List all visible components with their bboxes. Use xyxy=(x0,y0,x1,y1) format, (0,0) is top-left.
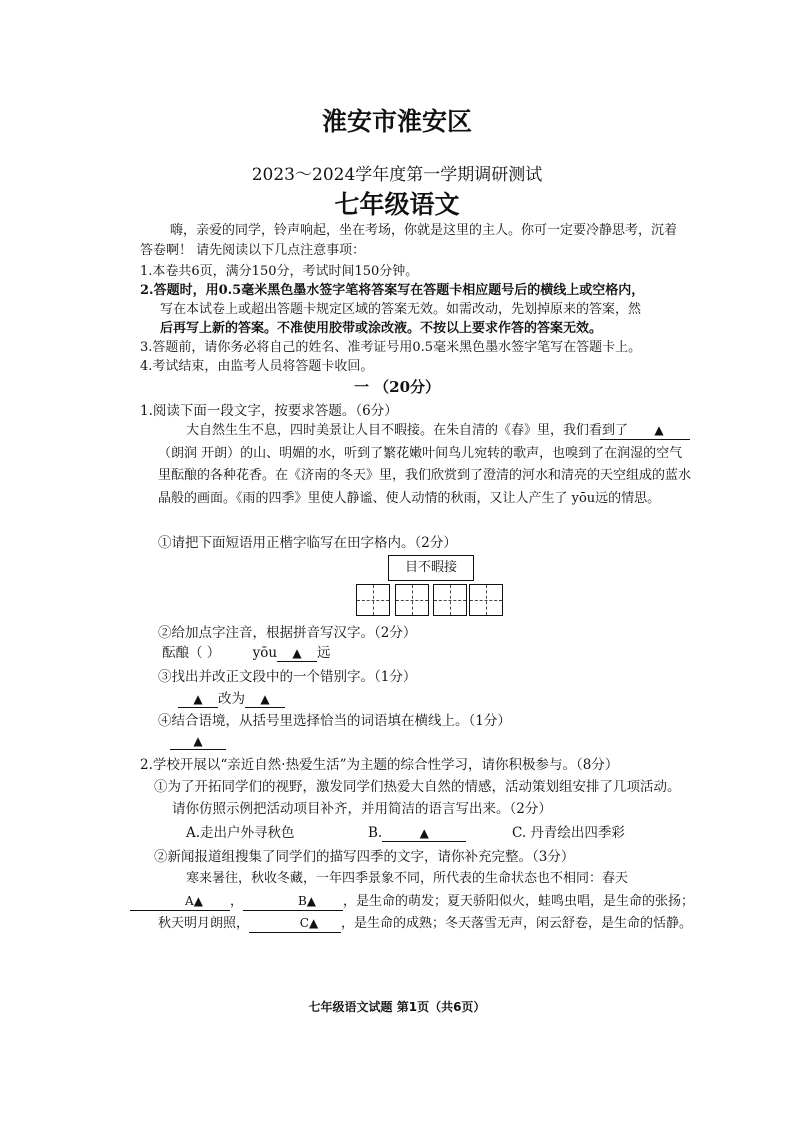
q2-stem: 2.学校开展以“亲近自然·热爱生活”为主题的综合性学习，请你积极参与。（8分） xyxy=(140,757,619,773)
notice-2-cont-1: 写在本试卷上或超出答题卡规定区域的答案无效。如需改动，先划掉原来的答案，然 xyxy=(160,302,642,317)
q1-sub2: ②给加点字注音，根据拼音写汉字。（2分） xyxy=(158,625,417,641)
q1-stem: 1.阅读下面一段文字，按要求答题。（6分） xyxy=(140,403,398,419)
page-footer: 七年级语文试题 第1页（共6页） xyxy=(308,1000,486,1014)
q2-text-1: 寒来暑往，秋收冬藏，一年四季景象不同，所代表的生命状态也不相同：春天 xyxy=(186,871,629,886)
q1-blank-1[interactable]: ▲ xyxy=(600,422,690,440)
q2-sub1-a: ①为了开拓同学们的视野，激发同学们热爱大自然的情感，活动策划组安排了几项活动。 xyxy=(154,779,681,795)
notice-4: 4.考试结束，由监考人员将答题卡收回。 xyxy=(140,359,374,374)
tian-grid-cell-1[interactable] xyxy=(356,584,390,616)
q1-passage xyxy=(158,420,693,510)
sample-phrase-box: 目不暇接 xyxy=(388,555,474,581)
q2-option-c: C. 丹青绘出四季彩 xyxy=(512,825,625,841)
q1-sub4-blank[interactable]: ▲ xyxy=(170,733,226,750)
q1-sub1: ①请把下面短语用正楷字临写在田字格内。（2分） xyxy=(158,535,457,551)
tian-grid-cell-2[interactable] xyxy=(395,584,429,616)
q2-text-5: 是生命的恬静。 xyxy=(601,916,693,931)
q1-passage-b: （朗润 开朗）的山、明媚的水，听到了繁花嫩叶间鸟儿宛转的歌声，也嗅到了在润湿的空气里酝酿的各种花香。在《济南的冬天》里，我们欣赏到了澄清的河水和清亮的天空组成的蓝水晶般的画面。《雨的四季》里使人静谧、使人动情的秋雨，又让人产生了 yōu远的情思。 xyxy=(158,445,692,506)
subject-title: 七年级语文 xyxy=(334,190,460,219)
q1-sub3-answers xyxy=(178,688,718,710)
q2-text-3: 的张扬；秋天明月朗照， xyxy=(158,893,695,931)
q2-blank-b[interactable]: B▲ xyxy=(243,893,343,911)
notice-2: 2.答题时，用0.5毫米黑色墨水签字笔将答案写在答题卡相应题号后的横线上或空格内， xyxy=(140,283,645,298)
q2-text-2: ，是生命的萌发；夏天骄阳似火，蛙鸣虫唱，是生命 xyxy=(343,893,643,909)
q1-sub2-blank[interactable]: ▲ xyxy=(277,645,317,662)
q2-option-b-blank[interactable]: ▲ xyxy=(382,825,466,842)
q1-sub4: ④结合语境，从括号里选择恰当的词语填在横线上。（1分） xyxy=(158,713,511,729)
q1-sub3-blank-correct[interactable]: ▲ xyxy=(245,691,285,708)
q2-option-a: A.走出户外寻秋色 xyxy=(186,825,295,841)
q2-blank-a[interactable]: A▲ xyxy=(130,893,230,911)
intro-text: 嗨，亲爱的同学，铃声响起，坐在考场，你就是这里的主人。你可一定要冷静思考，沉着答卷啊！ 请先阅读以下几点注意事项： xyxy=(140,223,678,258)
q2-option-b: B. ▲ xyxy=(368,822,466,844)
q2-sub2: ②新闻报道组搜集了同学们的描写四季的文字，请你补充完整。（3分） xyxy=(154,849,575,865)
q2-sub1-b: 请你仿照示例把活动项目补齐，并用简洁的语言写出来。（2分） xyxy=(172,801,552,817)
q1-sub4-answer xyxy=(170,730,710,752)
q1-sub3: ③找出并改正文段中的一个错别字。（1分） xyxy=(158,669,417,685)
notice-1: 1.本卷共6页，满分150分，考试时间150分钟。 xyxy=(140,264,419,279)
exam-name: 2023～2024学年度第一学期调研测试 xyxy=(251,165,543,185)
q2-blank-c[interactable]: C▲ xyxy=(249,915,341,933)
q1-passage-a: 大自然生生不息，四时美景让人目不暇接。在朱自清的《春》里，我们看到了 xyxy=(186,423,629,438)
q1-sub3-blank-wrong[interactable]: ▲ xyxy=(178,691,218,708)
q1-sub3-change-to: 改为 xyxy=(218,691,245,707)
q1-sub2-pinyin: yōu xyxy=(252,645,278,661)
notice-2-cont-2: 后再写上新的答案。不准使用胶带或涂改液。不按以上要求作答的答案无效。 xyxy=(160,321,603,336)
tian-grid-cell-4[interactable] xyxy=(469,584,503,616)
q2-passage: 寒来暑往，秋收冬藏，一年四季景象不同，所代表的生命状态也不相同：春天A▲ ， B▲ ，是生命的萌发；夏天骄阳似火，蛙鸣虫唱，是生命的张扬；秋天明月朗照， C▲ ，是生命的成熟；冬天落雪无声，闲云舒卷，是生命的恬静。 xyxy=(158,868,698,936)
section-heading: 一 （20分） xyxy=(353,378,441,396)
tian-grid-cell-3[interactable] xyxy=(433,584,467,616)
district-title: 淮安市淮安区 xyxy=(321,107,472,136)
notice-3: 3.答题前，请你务必将自己的姓名、准考证号用0.5毫米黑色墨水签字笔写在答题卡上。 xyxy=(140,340,642,355)
q1-sub2-word: 酝酿（ ） xyxy=(162,645,221,661)
q2-text-4: ，是生命的成熟；冬天落雪无声，闲云舒卷， xyxy=(341,916,602,931)
q1-sub2-answers xyxy=(162,642,702,664)
q1-sub2-suffix: 远 xyxy=(317,645,331,661)
